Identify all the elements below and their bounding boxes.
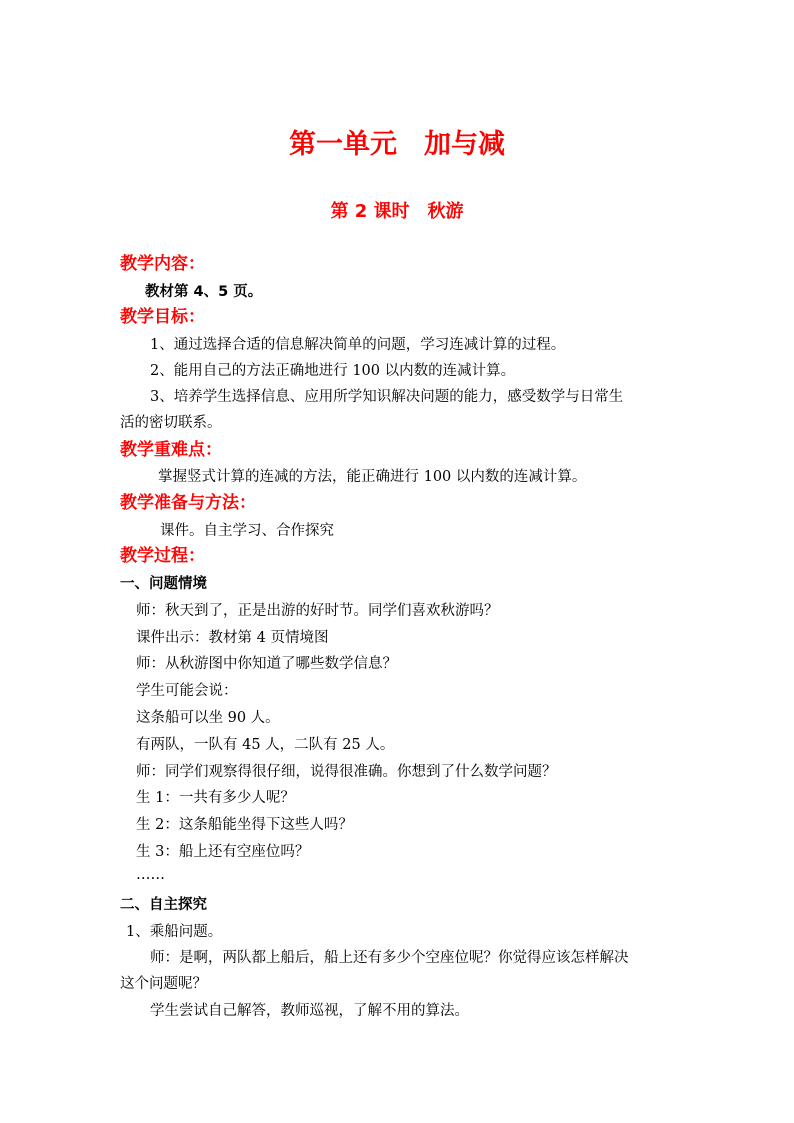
key-points-text: 掌握竖式计算的连减的方法，能正确进行 100 以内数的连减计算。 (158, 469, 587, 485)
goal-item-continuation: 活的密切联系。 (120, 415, 222, 431)
goals-heading: 教学目标： (120, 307, 205, 327)
key-points-heading: 教学重难点： (120, 440, 222, 460)
dialog-line: 有两队，一队有 45 人，二队有 25 人。 (136, 737, 395, 753)
dialog-line: 课件出示：教材第 4 页情境图 (136, 630, 329, 646)
content-text: 教材第 4、5 页。 (145, 284, 263, 300)
lesson-subtitle: 第 2 课时 秋游 (330, 201, 464, 222)
preparation-heading: 教学准备与方法： (120, 493, 256, 513)
part2-item: 1、乘船问题。 (126, 924, 223, 940)
part2-title: 二、自主探究 (120, 897, 207, 913)
dialog-line-continuation: 这个问题呢？ (120, 976, 207, 992)
dialog-line: 生 2：这条船能坐得下这些人吗？ (136, 817, 353, 833)
document-title: 第一单元 加与减 (289, 129, 505, 160)
goal-item: 2、能用自己的方法正确地进行 100 以内数的连减计算。 (150, 363, 516, 379)
dialog-line: 师：同学们观察得很仔细，说得很准确。你想到了什么数学问题？ (136, 764, 557, 780)
goal-item: 1、通过选择合适的信息解决简单的问题，学习连减计算的过程。 (150, 337, 566, 353)
dialog-line: 师：从秋游图中你知道了哪些数学信息？ (136, 656, 397, 672)
dialog-line: 生 3：船上还有空座位吗？ (136, 844, 310, 860)
preparation-text: 课件。自主学习、合作探究 (160, 523, 334, 539)
process-heading: 教学过程： (120, 546, 205, 566)
goal-item: 3、培养学生选择信息、应用所学知识解决问题的能力，感受数学与日常生 (150, 389, 624, 405)
content-heading: 教学内容： (120, 254, 205, 274)
dialog-line: 这条船可以坐 90 人。 (136, 710, 280, 726)
ellipsis-line: …… (136, 867, 165, 883)
dialog-line: 学生尝试自己解答，教师巡视，了解不用的算法。 (150, 1003, 469, 1019)
dialog-line: 师：秋天到了，正是出游的好时节。同学们喜欢秋游吗？ (136, 603, 499, 619)
dialog-line: 学生可能会说： (136, 683, 238, 699)
dialog-line: 生 1：一共有多少人呢？ (136, 790, 295, 806)
part1-title: 一、问题情境 (120, 576, 207, 592)
dialog-line: 师：是啊，两队都上船后，船上还有多少个空座位呢？你觉得应该怎样解决 (150, 950, 629, 966)
